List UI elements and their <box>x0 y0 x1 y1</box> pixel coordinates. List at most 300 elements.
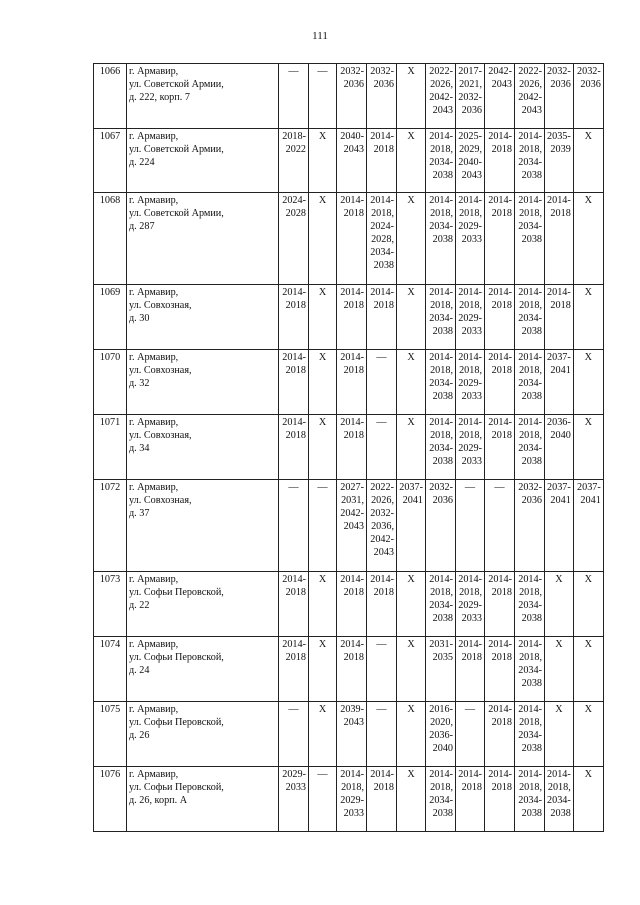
period-line: X <box>555 574 563 585</box>
period-line: 2034- <box>429 221 453 232</box>
address-cell <box>127 285 279 350</box>
period-line: 2038 <box>432 234 453 245</box>
period-cell <box>456 702 485 767</box>
period-cell <box>279 285 309 350</box>
period-line: X <box>584 131 592 142</box>
period-line: 2029- <box>282 769 306 780</box>
period-line: 2014- <box>282 287 306 298</box>
period-cell <box>545 767 574 832</box>
period-line: 2031, <box>341 495 364 506</box>
period-line: X <box>318 131 327 142</box>
period-line: — <box>288 704 299 715</box>
period-line: 2034- <box>429 795 453 806</box>
period-cell <box>456 193 485 285</box>
period-line: 2014- <box>340 352 364 363</box>
row-number: 1075 <box>94 702 127 767</box>
period-line: 2014- <box>518 639 542 650</box>
period-line: 2029- <box>458 443 482 454</box>
period-line: 2043 <box>521 105 542 116</box>
period-line: 2040- <box>340 131 364 142</box>
period-cell <box>337 285 367 350</box>
period-line: 2035- <box>547 131 571 142</box>
registry-table <box>93 63 604 832</box>
period-cell <box>337 129 367 193</box>
period-line: 2034- <box>518 665 542 676</box>
period-line: 2033 <box>461 391 482 402</box>
period-line: 2039- <box>340 704 364 715</box>
period-cell <box>545 193 574 285</box>
period-line: 2038 <box>432 456 453 467</box>
period-line: 2018 <box>491 365 512 376</box>
period-line: — <box>464 704 476 715</box>
period-line: 2034- <box>429 157 453 168</box>
period-line: X <box>555 704 563 715</box>
period-line: 2033 <box>343 808 364 819</box>
period-cell <box>426 480 456 572</box>
period-cell <box>367 415 397 480</box>
address-cell <box>127 350 279 415</box>
period-line: 2014- <box>518 704 542 715</box>
period-cell <box>426 350 456 415</box>
period-line: 2037- <box>547 482 571 493</box>
row-number: 1066 <box>94 64 127 129</box>
period-cell <box>545 350 574 415</box>
period-cell <box>485 415 515 480</box>
period-line: 2038 <box>432 808 453 819</box>
period-line: 2032- <box>547 66 571 77</box>
period-line: X <box>407 131 415 142</box>
address-line: д. 24 <box>129 665 150 676</box>
period-line: — <box>376 704 387 715</box>
period-line: 2018, <box>341 782 364 793</box>
period-line: 2035 <box>432 652 453 663</box>
period-line: 2018, <box>430 300 453 311</box>
period-line: 2032- <box>429 482 453 493</box>
period-cell <box>279 193 309 285</box>
period-line: 2032- <box>458 92 482 103</box>
period-line: 2022 <box>285 144 306 155</box>
period-line: 2018, <box>519 208 542 219</box>
period-cell <box>485 637 515 702</box>
period-cell <box>397 129 426 193</box>
period-line: 2018- <box>282 131 306 142</box>
period-cell <box>309 702 337 767</box>
period-cell <box>485 285 515 350</box>
period-line: 2014- <box>340 574 364 585</box>
period-line: 2018 <box>550 208 571 219</box>
period-cell <box>309 637 337 702</box>
period-cell <box>485 64 515 129</box>
address-line: г. Армавир, <box>129 482 179 493</box>
table-row <box>94 285 604 350</box>
period-line: 2034- <box>518 730 542 741</box>
table-row <box>94 572 604 637</box>
period-cell <box>367 637 397 702</box>
address-cell <box>127 193 279 285</box>
period-line: 2043 <box>343 717 364 728</box>
period-line: 2014- <box>518 131 542 142</box>
period-line: 2034- <box>429 313 453 324</box>
address-line: г. Армавир, <box>129 131 179 142</box>
table-row <box>94 702 604 767</box>
period-line: 2014- <box>458 352 482 363</box>
period-line: 2042- <box>429 92 453 103</box>
period-line: 2018, <box>459 430 482 441</box>
address-line: г. Армавир, <box>129 417 179 428</box>
period-cell <box>456 350 485 415</box>
period-line: 2018, <box>459 587 482 598</box>
period-cell <box>573 480 603 572</box>
period-cell <box>279 767 309 832</box>
period-line: 2014- <box>458 417 482 428</box>
period-cell <box>279 64 309 129</box>
period-line: 2018 <box>461 782 482 793</box>
row-number: 1072 <box>94 480 127 572</box>
period-cell <box>545 129 574 193</box>
period-line: — <box>317 482 328 493</box>
period-line: X <box>584 574 592 585</box>
row-number: 1068 <box>94 193 127 285</box>
period-line: 2034- <box>429 600 453 611</box>
period-line: 2043 <box>432 105 453 116</box>
period-cell <box>397 702 426 767</box>
period-line: 2018, <box>519 587 542 598</box>
period-line: 2042- <box>370 534 394 545</box>
period-cell <box>279 572 309 637</box>
period-cell <box>485 767 515 832</box>
period-line: 2018, <box>459 208 482 219</box>
period-line: 2014- <box>458 639 482 650</box>
period-line: 2014- <box>488 131 512 142</box>
row-number: 1067 <box>94 129 127 193</box>
period-cell <box>573 350 603 415</box>
address-cell <box>127 129 279 193</box>
period-line: X <box>584 704 592 715</box>
period-line: 2036 <box>521 495 542 506</box>
period-line: 2014- <box>518 287 542 298</box>
period-cell <box>397 64 426 129</box>
period-line: 2014- <box>370 287 394 298</box>
address-line: д. 22 <box>129 600 150 611</box>
period-line: 2018 <box>343 587 364 598</box>
period-cell <box>337 350 367 415</box>
period-line: 2018 <box>491 208 512 219</box>
period-line: 2020, <box>430 717 453 728</box>
period-line: 2034- <box>518 313 542 324</box>
address-line: г. Армавир, <box>129 195 179 206</box>
period-line: 2038 <box>521 613 542 624</box>
period-cell <box>397 572 426 637</box>
period-cell <box>456 637 485 702</box>
period-line: 2038 <box>550 808 571 819</box>
period-cell <box>545 637 574 702</box>
address-line: г. Армавир, <box>129 66 179 77</box>
period-line: 2032- <box>340 66 364 77</box>
address-line: д. 222, корп. 7 <box>129 92 190 103</box>
period-line: 2037- <box>547 352 571 363</box>
period-line: 2014- <box>518 574 542 585</box>
period-cell <box>515 702 545 767</box>
period-line: 2022- <box>429 66 453 77</box>
period-line: 2018 <box>285 365 306 376</box>
period-line: 2026, <box>371 495 394 506</box>
period-cell <box>456 129 485 193</box>
period-line: 2043 <box>461 170 482 181</box>
period-cell <box>426 285 456 350</box>
row-number: 1069 <box>94 285 127 350</box>
period-line: 2033 <box>285 782 306 793</box>
period-line: 2018, <box>430 430 453 441</box>
period-cell <box>573 64 603 129</box>
period-cell <box>515 572 545 637</box>
period-line: 2018, <box>430 365 453 376</box>
period-cell <box>279 702 309 767</box>
period-line: 2018 <box>343 208 364 219</box>
period-line: 2042- <box>518 92 542 103</box>
period-line: 2032- <box>518 482 542 493</box>
period-line: 2033 <box>461 613 482 624</box>
period-line: 2018, <box>459 300 482 311</box>
period-line: 2014- <box>370 769 394 780</box>
address-cell <box>127 637 279 702</box>
period-line: 2032- <box>577 66 601 77</box>
period-line: 2014- <box>458 574 482 585</box>
period-line: 2018 <box>491 717 512 728</box>
period-cell <box>545 64 574 129</box>
address-line: д. 224 <box>129 157 155 168</box>
period-line: 2018, <box>430 208 453 219</box>
period-line: 2034- <box>518 795 542 806</box>
period-line: 2041 <box>402 495 423 506</box>
period-line: 2038 <box>432 613 453 624</box>
period-line: 2036 <box>432 495 453 506</box>
period-cell <box>397 193 426 285</box>
period-cell <box>337 767 367 832</box>
period-cell <box>573 193 603 285</box>
period-line: 2014- <box>488 769 512 780</box>
address-line: д. 37 <box>129 508 150 519</box>
period-cell <box>367 702 397 767</box>
table-row <box>94 480 604 572</box>
period-cell <box>426 64 456 129</box>
period-line: X <box>318 574 327 585</box>
period-line: 2014- <box>547 287 571 298</box>
period-line: 2018 <box>491 300 512 311</box>
period-line: 2018, <box>371 208 394 219</box>
table-row <box>94 193 604 285</box>
period-line: 2038 <box>432 326 453 337</box>
period-line: 2014- <box>340 769 364 780</box>
address-line: г. Армавир, <box>129 574 179 585</box>
period-line: 2018, <box>519 717 542 728</box>
period-line: 2043 <box>343 521 364 532</box>
period-line: 2038 <box>521 391 542 402</box>
period-line: 2014- <box>518 769 542 780</box>
period-line: 2016- <box>429 704 453 715</box>
period-line: — <box>464 482 476 493</box>
period-line: 2018 <box>373 782 394 793</box>
period-line: 2038 <box>521 170 542 181</box>
period-line: X <box>407 769 415 780</box>
period-line: 2021, <box>459 79 482 90</box>
address-line: д. 26 <box>129 730 150 741</box>
period-cell <box>515 767 545 832</box>
period-line: 2018 <box>491 587 512 598</box>
period-line: 2034- <box>429 378 453 389</box>
period-line: 2014- <box>488 639 512 650</box>
period-line: 2014- <box>518 195 542 206</box>
period-line: X <box>318 287 327 298</box>
period-line: 2036- <box>429 730 453 741</box>
period-line: 2036 <box>550 79 571 90</box>
period-line: 2014- <box>488 352 512 363</box>
period-line: 2014- <box>429 574 453 585</box>
row-number: 1071 <box>94 415 127 480</box>
period-line: 2018 <box>491 652 512 663</box>
period-line: 2036 <box>343 79 364 90</box>
period-line: X <box>407 639 415 650</box>
address-line: д. 30 <box>129 313 150 324</box>
period-line: 2041 <box>550 365 571 376</box>
period-line: 2014- <box>340 417 364 428</box>
period-cell <box>515 350 545 415</box>
address-line: ул. Советской Армии, <box>129 208 224 219</box>
address-line: ул. Софьи Перовской, <box>129 652 224 663</box>
period-line: 2018, <box>430 144 453 155</box>
period-cell <box>309 64 337 129</box>
page-number: 111 <box>312 30 328 42</box>
period-line: 2037- <box>577 482 601 493</box>
period-line: 2042- <box>340 508 364 519</box>
period-cell <box>515 480 545 572</box>
period-cell <box>456 285 485 350</box>
period-cell <box>485 480 515 572</box>
period-cell <box>367 350 397 415</box>
period-cell <box>397 285 426 350</box>
period-line: 2018 <box>491 144 512 155</box>
address-cell <box>127 64 279 129</box>
period-line: 2014- <box>429 131 453 142</box>
period-cell <box>309 480 337 572</box>
period-line: 2018 <box>550 300 571 311</box>
period-cell <box>545 480 574 572</box>
period-line: 2018 <box>343 300 364 311</box>
period-line: 2043 <box>373 547 394 558</box>
period-line: 2014- <box>282 352 306 363</box>
period-cell <box>309 767 337 832</box>
period-cell <box>545 572 574 637</box>
period-line: 2014- <box>518 352 542 363</box>
period-line: 2018 <box>491 430 512 441</box>
period-line: 2022- <box>518 66 542 77</box>
period-cell <box>456 767 485 832</box>
period-cell <box>337 480 367 572</box>
period-line: X <box>407 574 415 585</box>
period-cell <box>456 572 485 637</box>
period-line: 2014- <box>429 769 453 780</box>
period-line: — <box>317 769 328 780</box>
period-line: X <box>407 352 415 363</box>
address-cell <box>127 415 279 480</box>
period-line: 2038 <box>521 743 542 754</box>
period-line: X <box>318 639 327 650</box>
period-cell <box>485 193 515 285</box>
period-cell <box>456 415 485 480</box>
period-cell <box>337 415 367 480</box>
period-line: — <box>376 639 387 650</box>
period-line: 2038 <box>432 391 453 402</box>
address-line: д. 26, корп. А <box>129 795 188 806</box>
table-row <box>94 350 604 415</box>
period-line: 2018, <box>459 365 482 376</box>
period-line: 2040 <box>550 430 571 441</box>
period-cell <box>309 415 337 480</box>
period-cell <box>367 129 397 193</box>
period-cell <box>426 702 456 767</box>
period-cell <box>456 480 485 572</box>
period-line: X <box>407 287 415 298</box>
period-line: 2024- <box>282 195 306 206</box>
period-line: X <box>407 417 415 428</box>
period-line: 2029- <box>340 795 364 806</box>
address-line: ул. Совхозная, <box>129 300 192 311</box>
period-line: 2018 <box>491 782 512 793</box>
period-line: X <box>318 417 327 428</box>
period-cell <box>309 350 337 415</box>
period-cell <box>397 350 426 415</box>
period-line: 2014- <box>370 574 394 585</box>
period-line: 2039 <box>550 144 571 155</box>
period-cell <box>367 285 397 350</box>
address-line: ул. Софьи Перовской, <box>129 782 224 793</box>
period-line: 2036 <box>373 79 394 90</box>
period-line: X <box>584 769 592 780</box>
period-line: 2034- <box>518 443 542 454</box>
period-line: 2038 <box>521 808 542 819</box>
period-cell <box>456 64 485 129</box>
period-line: 2018, <box>430 782 453 793</box>
period-line: 2018, <box>430 587 453 598</box>
period-line: 2014- <box>518 417 542 428</box>
period-line: 2042- <box>488 66 512 77</box>
period-line: 2029- <box>458 221 482 232</box>
period-cell <box>426 193 456 285</box>
period-line: X <box>318 195 327 206</box>
period-line: 2014- <box>429 287 453 298</box>
period-line: 2029- <box>458 378 482 389</box>
registry-body <box>94 64 604 832</box>
period-line: 2018 <box>373 300 394 311</box>
address-line: г. Армавир, <box>129 352 179 363</box>
period-cell <box>545 415 574 480</box>
address-cell <box>127 702 279 767</box>
period-cell <box>485 350 515 415</box>
period-line: 2036, <box>371 521 394 532</box>
period-line: X <box>407 704 415 715</box>
period-line: 2018 <box>285 300 306 311</box>
period-cell <box>545 702 574 767</box>
period-cell <box>397 415 426 480</box>
period-cell <box>426 637 456 702</box>
period-line: 2041 <box>580 495 601 506</box>
period-cell <box>397 480 426 572</box>
period-line: 2031- <box>429 639 453 650</box>
period-cell <box>279 129 309 193</box>
period-line: 2040 <box>432 743 453 754</box>
period-line: 2041 <box>550 495 571 506</box>
address-line: г. Армавир, <box>129 287 179 298</box>
period-line: 2024- <box>370 221 394 232</box>
